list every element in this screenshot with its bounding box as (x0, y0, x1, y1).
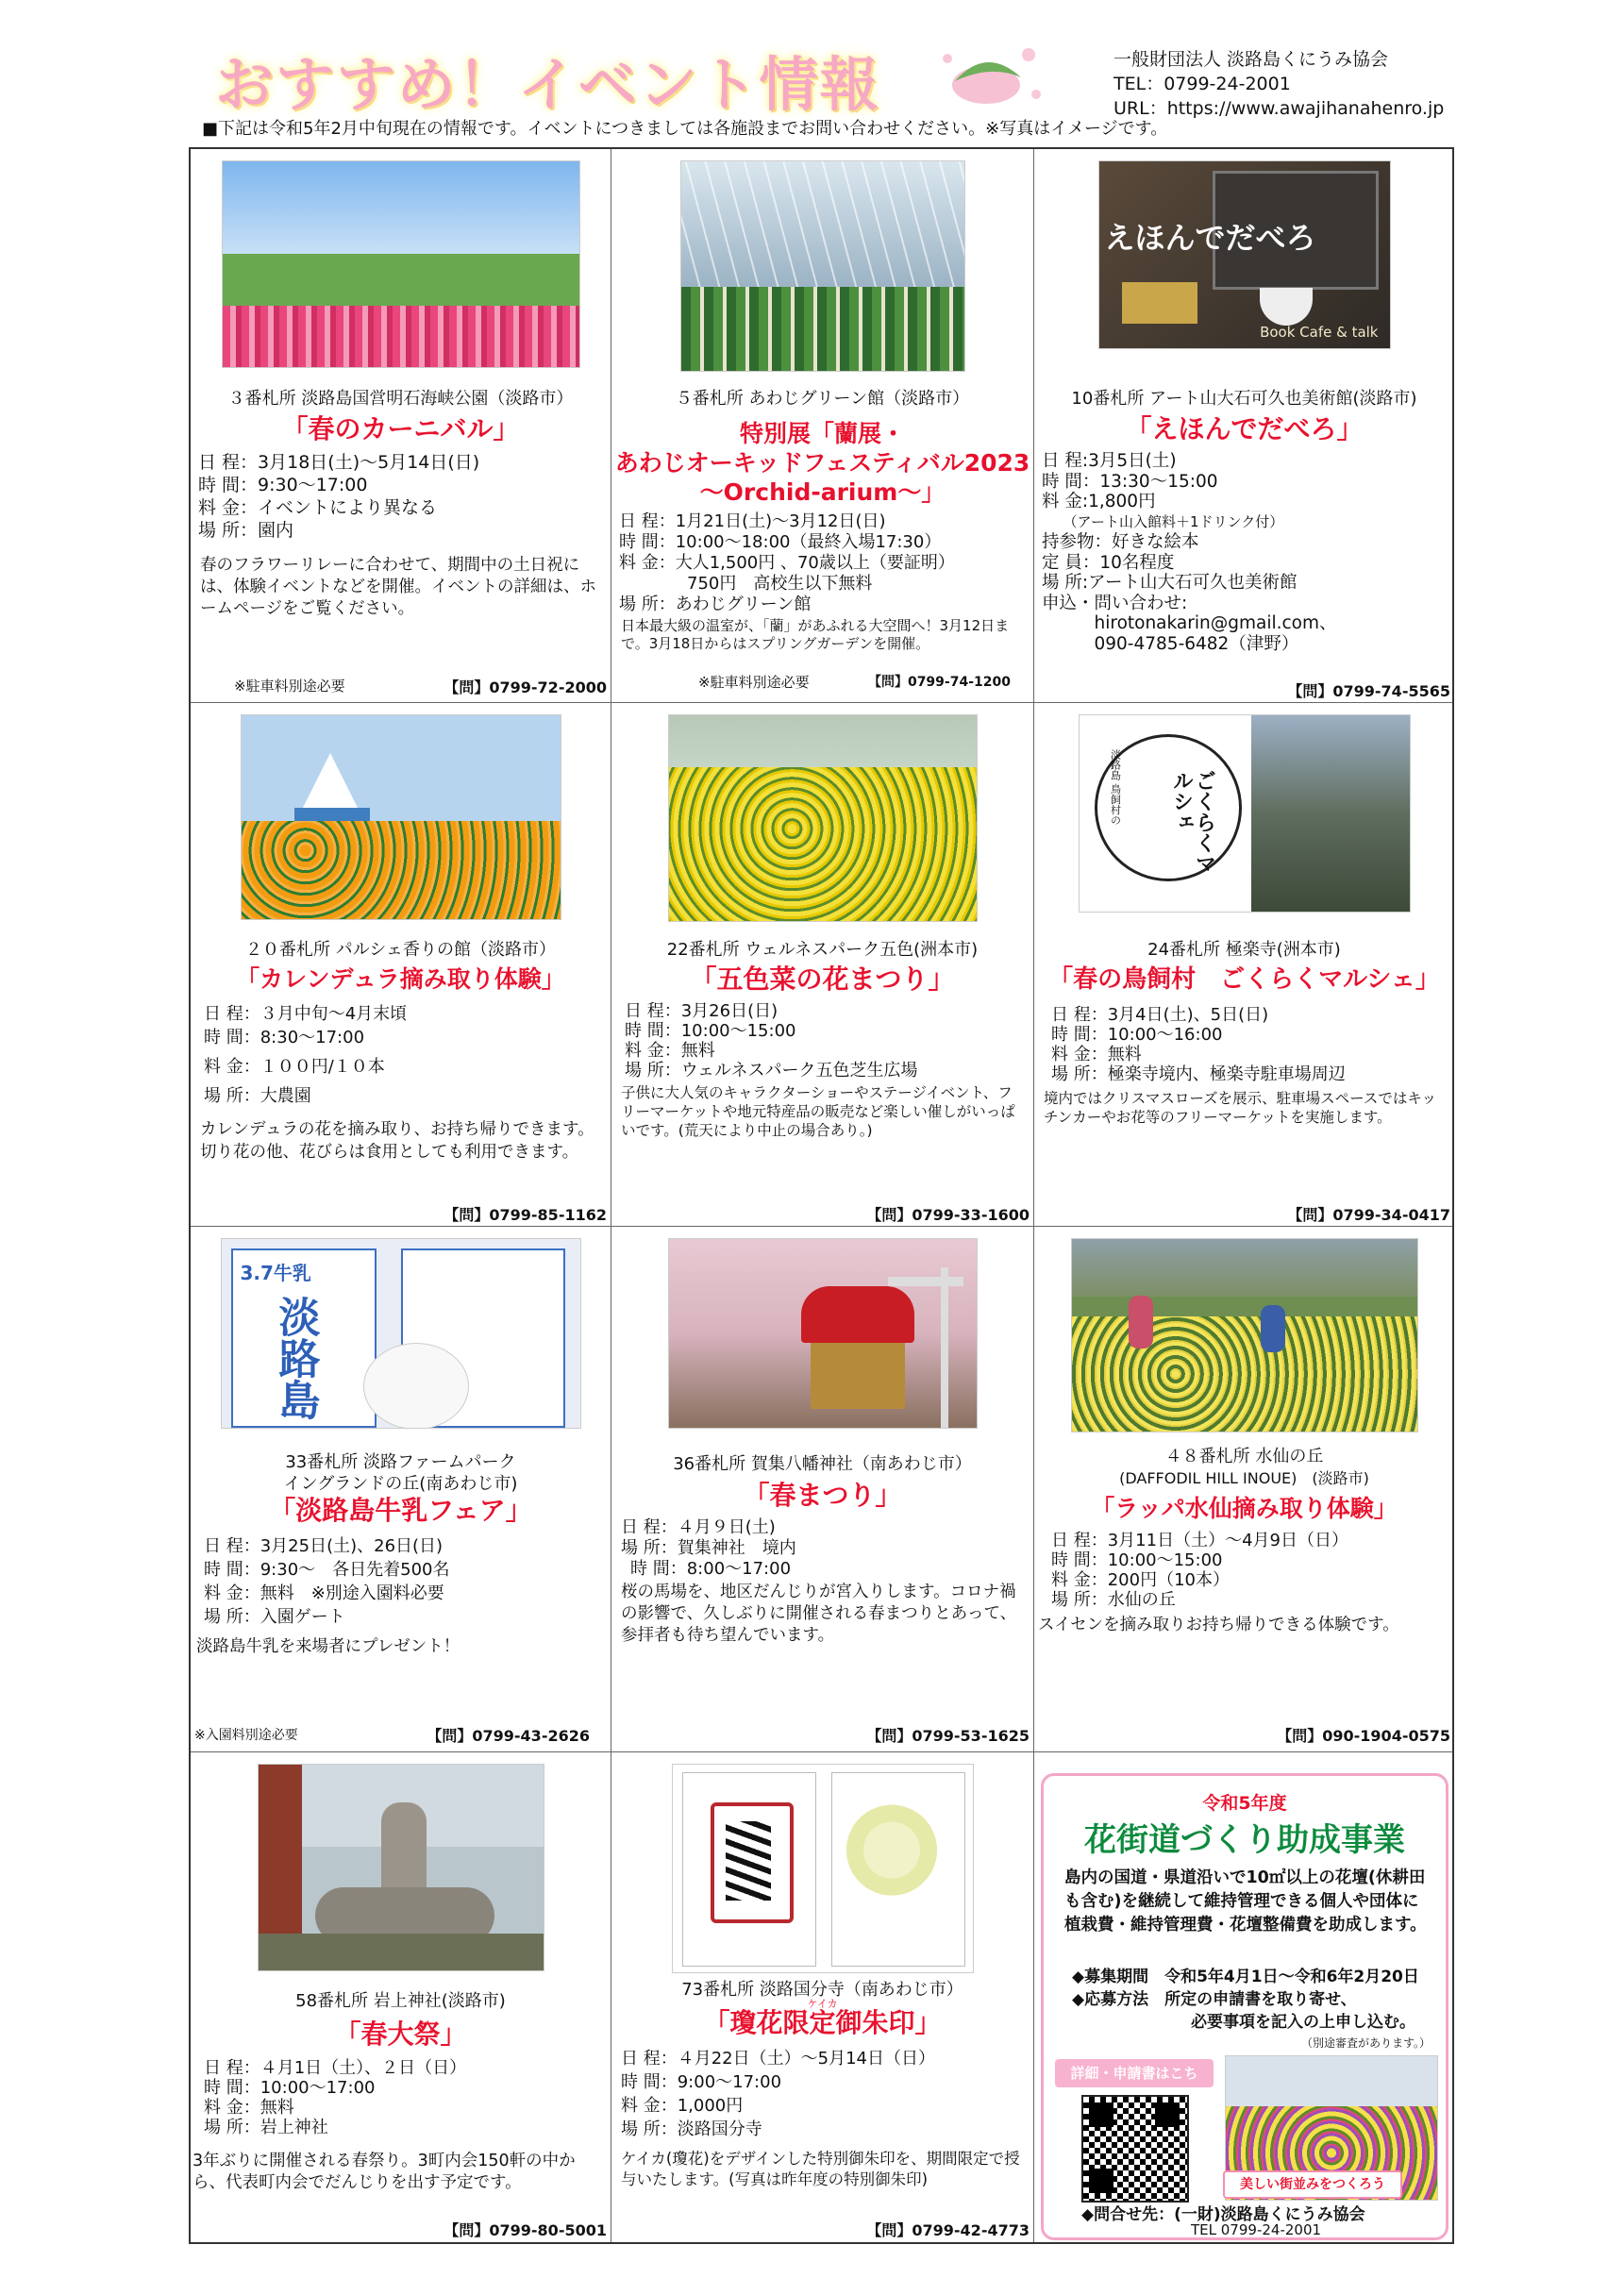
detail-date: 日 程：3月18日(土)～5月14日(日) (198, 452, 480, 473)
contact-phone: 【問】0799-74-1200 (867, 675, 1011, 690)
event-description: スイセンを摘み取りお持ち帰りできる体験です。 (1038, 1616, 1399, 1634)
venue-label: ４８番札所 水仙の丘 (DAFFODIL HILL INOUE) (淡路市) (1119, 1447, 1369, 1487)
promo-method-2: 必要事項を記入の上申し込む。 (1191, 2013, 1415, 2032)
event-details: 日 程:3月5日(土) 時 間：13:30～15:00 料 金:1,800円 （アート山入館料＋1ドリンク付） 持参物：好きな絵本 定 員：10名程度 場 所:アート山大石可久也美術館 申込・問い合わせ: hirotonakarin@gmail.com、 090-4785-6482（津野） (1042, 451, 1447, 654)
event-card-grand-spring-festival (191, 1752, 611, 2244)
event-title: 「瓊花限定御朱印」 (703, 2007, 942, 2038)
daffodil-hill-photo (1071, 1238, 1418, 1432)
event-description: 桜の馬場を、地区だんじりが宮入りします。コロナ禍の影響で、久しぶりに開催される春まつりとあって、参拝者も待ち望んでいます。 (621, 1583, 1017, 1645)
event-card-milk-fair (191, 1227, 611, 1751)
qr-code[interactable] (1081, 2095, 1189, 2203)
org-url[interactable]: URL：https://www.awajihanahenro.jp (1113, 98, 1445, 119)
organization-info (1113, 47, 1444, 121)
promo-year: 令和5年度 (1202, 1793, 1287, 1814)
promo-method: ◆応募方法 所定の申請書を取り寄せ、 (1072, 1990, 1357, 2009)
photo-logo-sub: 淡路島 鳥飼村の (1109, 749, 1122, 826)
venue-label: 36番札所 賀集八幡神社（南あわじ市） (673, 1454, 972, 1474)
event-title: 「えほんでだべろ」 (1125, 413, 1364, 444)
photo-carton-sub: 3.7牛乳 (240, 1262, 311, 1284)
event-description: 春のフラワーリレーに合わせて、期間中の土日祝には、体験イベントなどを開催。イベントの詳細は、ホームページをご覧ください。 (200, 556, 596, 618)
venue-label: 58番札所 岩上神社(淡路市) (295, 1991, 506, 2011)
event-title: 「ラッパ水仙摘み取り体験」 (1091, 1495, 1398, 1522)
photo-logo-text: ごくらくマルシェ (1169, 770, 1216, 874)
event-card-orchid-exhibit (611, 149, 1033, 702)
event-title: 「春の鳥飼村 ごくらくマルシェ」 (1048, 965, 1440, 994)
notice-text: ■下記は令和5年2月中旬現在の情報です。イベントにつきましては各施設までお問い合わせください。※写真はイメージです。 (202, 119, 1168, 139)
venue-label: ２０番札所 パルシェ香りの館（淡路市） (245, 940, 556, 960)
event-description: ケイカ(瓊花)をデザインした特別御朱印を、期間限定で授与いたします。(写真は昨年度の特別御朱印) (621, 2150, 1020, 2188)
contact-phone: 【問】0799-85-1162 (444, 1206, 607, 1224)
marche-photo (1079, 714, 1411, 913)
contact-phone: 【問】0799-42-4773 (866, 2221, 1030, 2239)
event-card-daffodil-picking (1034, 1227, 1454, 1751)
page-title: おすすめ！イベント情報 (215, 50, 880, 119)
promo-contact: ◆問合せ先：(一財)淡路島くにうみ協会 (1081, 2205, 1365, 2224)
photo-carton-text: 淡路島 (271, 1296, 320, 1420)
event-card-spring-festival (611, 1227, 1033, 1751)
event-title: 特別展「蘭展・ あわじオーキッドフェスティバル2023 ～Orchid-arium～」 (614, 420, 1030, 506)
venue-label: 33番札所 淡路ファームパーク イングランドの丘(南あわじ市) (283, 1452, 518, 1494)
milk-carton-photo (221, 1238, 581, 1429)
admission-note: ※入園料別途必要 (194, 1728, 298, 1743)
parking-note: ※駐車料別途必要 (234, 678, 345, 695)
promo-body: 島内の国道・県道沿いで10㎡以上の花壇(休耕田も含む)を継続して維持管理できる個人や団体に植栽費・維持管理費・花壇整備費を助成します。 (1064, 1868, 1427, 1935)
detail-time: 時 間：9:30～17:00 (198, 475, 368, 495)
photo-label: 美しい街並みをつくろう (1223, 2170, 1402, 2199)
calendula-field-photo (241, 714, 561, 920)
event-details: 日 程：３月中旬～4月末頃 時 間：8:30～17:00 料 金：１００円/１０本 場 所：大農園 (204, 1004, 408, 1106)
event-title: 「春のカーニバル」 (281, 413, 520, 444)
photo-caption: Book Cafe & talk (1260, 324, 1379, 341)
event-title: 「春まつり」 (743, 1480, 902, 1511)
sakura-mochi-icon (934, 36, 1047, 111)
venue-label: ５番札所 あわじグリーン館（淡路市） (675, 389, 970, 409)
event-description: 淡路島牛乳を来場者にプレゼント！ (196, 1637, 460, 1656)
venue-label: 73番札所 淡路国分寺（南あわじ市） (681, 1980, 963, 2000)
rapeseed-flower-photo (668, 714, 978, 922)
contact-phone: 【問】0799-43-2626 (427, 1727, 590, 1745)
event-details: 日 程：3月25日(土)、26日(日) 時 間：9:30～ 各日先着500名 料 金：無料 ※別途入園料必要 場 所：入園ゲート (204, 1536, 450, 1627)
event-details: 日 程：４月22日（土）～5月14日（日） 時 間：9:00～17:00 料 金：1,000円 場 所：淡路国分寺 (621, 2049, 935, 2139)
event-details: 日 程：４月1日（土）、２日（日） 時 間：10:00～17:00 料 金：無料 場 所：岩上神社 (204, 2058, 467, 2137)
promo-method-note: （別途審査があります。） (1300, 2036, 1431, 2050)
photo-overlay-text: えほんでだべろ (1104, 220, 1316, 256)
venue-label: ３番札所 淡路島国営明石海峡公園（淡路市） (227, 389, 574, 409)
venue-label: 24番札所 極楽寺(洲本市) (1147, 940, 1341, 960)
parking-note: ※駐車料別途必要 (698, 674, 810, 691)
qr-label: 詳細・申請書はこち (1055, 2059, 1214, 2087)
venue-label: 10番札所 アート山大石可久也美術館(淡路市) (1071, 389, 1417, 409)
event-card-rapeseed-festival (611, 703, 1033, 1226)
contact-phone: 【問】0799-34-0417 (1287, 1206, 1450, 1224)
event-title: 「春大祭」 (334, 2019, 467, 2050)
event-details (198, 451, 603, 542)
event-description: 日本最大級の温室が、「蘭」があふれる大空間へ！3月12日まで。3月18日からはスプリングガーデンを開催。 (621, 617, 1010, 652)
greenhouse-photo (680, 160, 965, 372)
event-card-gokuraku-marche (1034, 703, 1454, 1226)
book-cafe-photo (1098, 160, 1391, 349)
contact-phone: 【問】0799-80-5001 (444, 2221, 607, 2239)
contact-phone: 【問】0799-53-1625 (866, 1727, 1030, 1745)
tulip-field-photo (222, 160, 580, 368)
detail-place: 場 所：園内 (198, 520, 294, 541)
event-card-spring-carnival (191, 149, 611, 702)
venue-label: 22番札所 ウェルネスパーク五色(洲本市) (666, 940, 979, 960)
contact-phone: 【問】0799-33-1600 (866, 1206, 1030, 1224)
iwagami-shrine-photo (258, 1764, 544, 1971)
contact-phone: 【問】0799-72-2000 (444, 678, 607, 696)
event-title: 「五色菜の花まつり」 (690, 963, 955, 995)
org-name: 一般財団法人 淡路島くにうみ協会 (1113, 49, 1389, 70)
danjiri-photo (668, 1238, 978, 1429)
promo-contact-tel: TEL 0799-24-2001 (1191, 2221, 1322, 2238)
contact-phone: 【問】0799-74-5565 (1287, 682, 1450, 700)
event-title: 「カレンデュラ摘み取り体験」 (236, 965, 565, 993)
goshuin-photo (672, 1764, 974, 1973)
event-details: 日 程：3月26日(日) 時 間：10:00～15:00 料 金：無料 場 所：ウェルネスパーク五色芝生広場 (625, 1001, 918, 1080)
event-details: 日 程：3月4日(土)、5日(日) 時 間：10:00～16:00 料 金：無料 場 所：極楽寺境内、極楽寺駐車場周辺 (1051, 1005, 1346, 1084)
event-title: 「淡路島牛乳フェア」 (269, 1495, 532, 1526)
contact-phone: 【問】090-1904-0575 (1277, 1727, 1450, 1745)
event-details: 日 程：3月11日（土）～4月9日（日） 時 間：10:00～15:00 料 金：200円（10本） 場 所：水仙の丘 (1051, 1531, 1348, 1610)
event-description: 子供に大人気のキャラクターショーやステージイベント、フリーマーケットや地元特産品の販売など楽しい催しがいっぱいです。(荒天により中止の場合あり。) (621, 1084, 1015, 1139)
promo-period: ◆募集期間 令和5年4月1日～令和6年2月20日 (1072, 1968, 1419, 1986)
detail-fee: 料 金：イベントにより異なる (198, 497, 438, 518)
title-ruby: ケイカ (807, 1998, 838, 2010)
contact-email[interactable]: hirotonakarin@gmail.com、 (1042, 613, 1337, 633)
event-card-ehon-de-dabero (1034, 149, 1454, 702)
org-tel: TEL：0799-24-2001 (1113, 74, 1291, 94)
promo-title: 花街道づくり助成事業 (1084, 1821, 1405, 1859)
event-details: 日 程：1月21日(土)～3月12日(日) 時 間：10:00～18:00（最終入場17:30） 料 金：大人1,500円 、70歳以上（要証明） 750円 高校生以下無料 場 所：あわじグリーン館 (619, 511, 955, 614)
event-card-goshuin (611, 1752, 1033, 2244)
flower-road-grant-box (1041, 1773, 1448, 2240)
event-description: 境内ではクリスマスローズを展示、駐車場スペースではキッチンカーやお花等のフリーマーケットを実施します。 (1044, 1090, 1437, 1126)
event-description: 3年ぶりに開催される春祭り。3町内会150軒の中から、代表町内会でだんじりを出す予定です。 (193, 2152, 576, 2192)
event-description: カレンデュラの花を摘み取り、お持ち帰りできます。切り花の他、花びらは食用としても利用できます。 (200, 1120, 594, 1162)
event-details: 日 程：４月９日(土) 場 所：賀集神社 境内 時 間：8:00～17:00 (621, 1517, 796, 1579)
event-card-calendula-picking (191, 703, 611, 1226)
